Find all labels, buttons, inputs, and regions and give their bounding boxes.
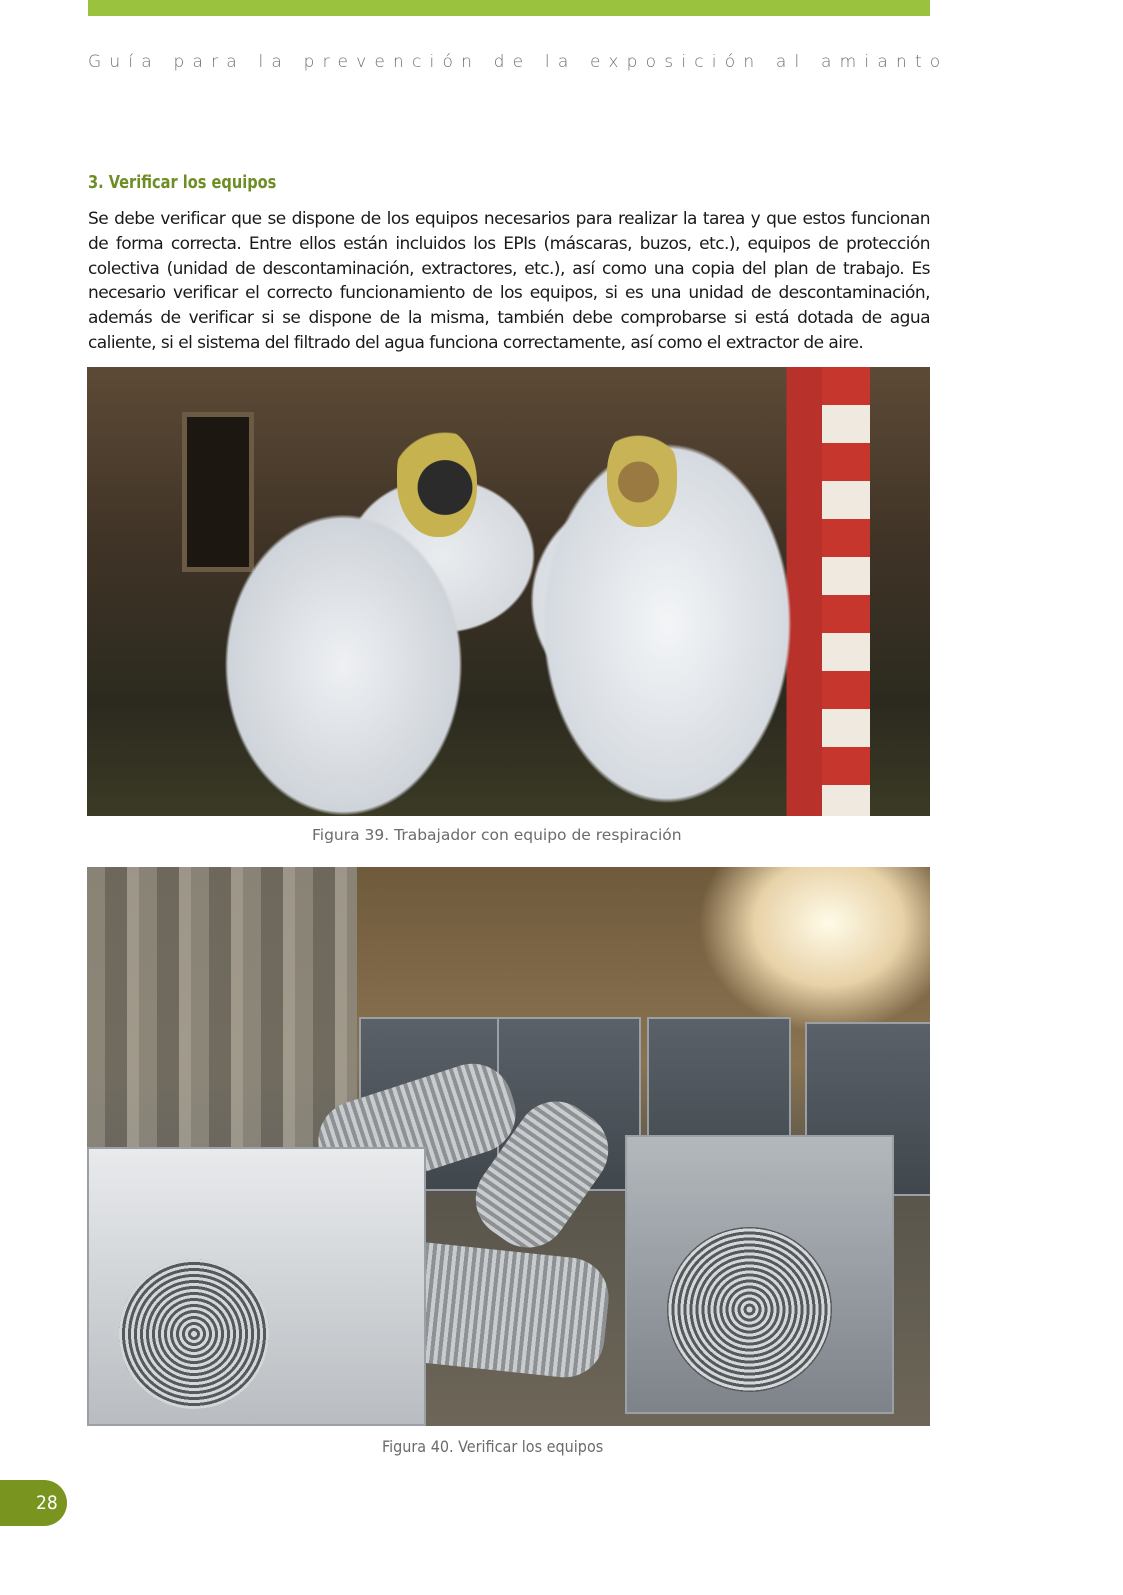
figure-39-caption: Figura 39. Trabajador con equipo de respiración: [312, 826, 682, 844]
header-accent-bar: [88, 0, 930, 16]
photo-respirator-mask: [397, 427, 477, 537]
section-paragraph: Se debe verificar que se dispone de los equipos necesarios para realizar la tarea y que estos funcionan de forma correcta. Entre ellos están incluidos los EPIs (máscaras, buzos, etc.), equipos de protección colectiva (unidad de descontaminación, extractores, etc.), así como una copia del plan de trabajo. Es necesario verificar el correcto funcionamiento de los equipos, si es una unidad de descontaminación, además de verificar si se dispone de la misma, también debe comprobarse si está dotada de agua caliente, si el sistema del filtrado del agua funciona correctamente, así como el extractor de aire.: [88, 209, 930, 353]
figure-40-photo: [87, 867, 930, 1426]
photo-fan-grill: [667, 1227, 832, 1392]
figure-40-caption: Figura 40. Verificar los equipos: [382, 1437, 604, 1456]
page-number: 28: [36, 1492, 58, 1514]
photo-fan-grill: [119, 1259, 269, 1409]
photo-respirator-mask: [607, 427, 677, 527]
section-heading: 3. Verificar los equipos: [88, 172, 277, 193]
photo-extractor-unit: [87, 1147, 426, 1426]
figure-39-photo: [87, 367, 930, 816]
running-header: Guía para la prevención de la exposición al amianto: [88, 52, 949, 72]
photo-extractor-unit: [625, 1135, 894, 1414]
